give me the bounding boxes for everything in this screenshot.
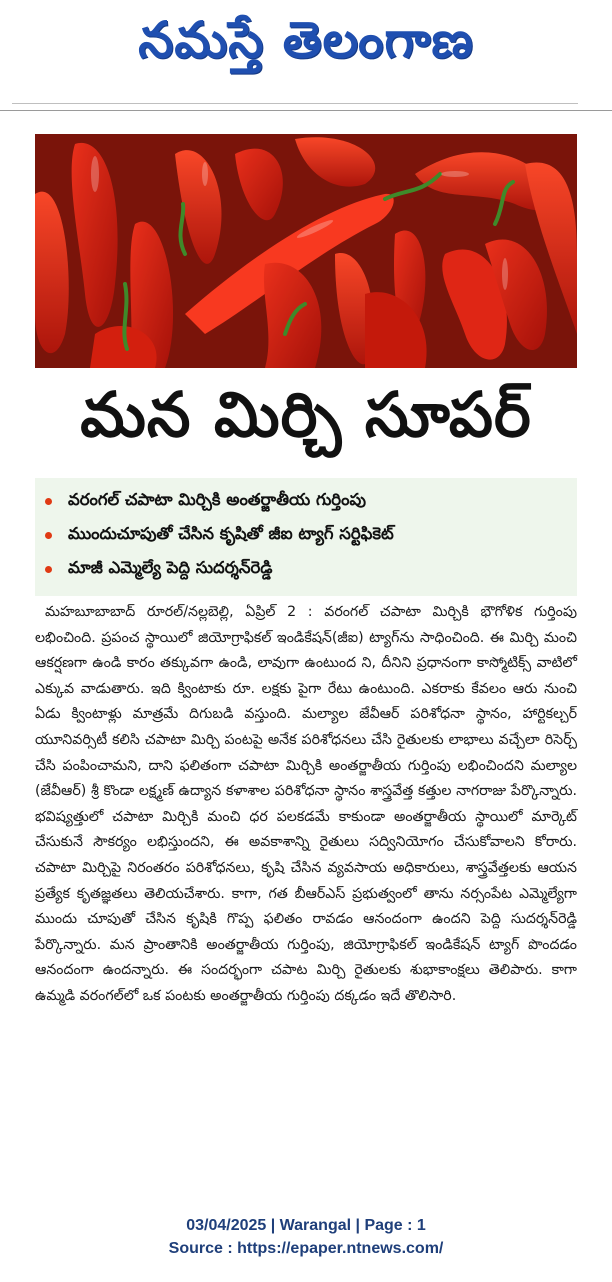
bullet-icon bbox=[45, 498, 52, 505]
page-footer bbox=[0, 1214, 612, 1260]
highlight-text: ముందుచూపుతో చేసిన కృషితో జీఐ ట్యాగ్ సర్టిఫికెట్ bbox=[68, 523, 394, 543]
bullet-icon bbox=[45, 532, 52, 539]
headline bbox=[35, 370, 577, 474]
highlight-text: వరంగల్ చపాటా మిర్చికి అంతర్జాతీయ గుర్తింపు bbox=[68, 489, 366, 509]
highlight-item bbox=[35, 484, 577, 518]
footer-source-link[interactable]: Source : https://epaper.ntnews.com/ bbox=[168, 1240, 444, 1257]
masthead bbox=[0, 0, 612, 92]
highlight-item bbox=[35, 518, 577, 552]
red-chillies-image bbox=[35, 134, 577, 368]
newspaper-logo: నమస్తే తెలంగాణ bbox=[138, 10, 474, 69]
bullet-icon bbox=[45, 566, 52, 573]
highlight-item bbox=[35, 552, 577, 586]
article-body: మహబూబాబాద్ రూరల్/నల్లబెల్లి, ఏప్రిల్ 2 : వరంగల్ చపాటా మిర్చికి భౌగోళిక గుర్తింపు లభించింది. ప్రపంచ స్థాయిలో జియోగ్రాఫికల్ ఇండికేషన్(జీఐ) ట్యాగ్‌ను సాధించింది. ఈ మిర్చి మంచి ఆకర్షణగా ఉండి కారం తక్కువగా ఉండి, లావుగా ఉంటుంద ని, దీనిని ప్రధానంగా కాస్మోటిక్స్ వాటిలో ఎక్కువ వాడుతారు. ఇది క్వింటాకు రూ. లక్షకు పైగా రేటు ఉంటుంది. ఎకరాకు కేవలం ఆరు నుంచి ఏడు క్వింటాళ్లు మాత్రమే దిగుబడి వస్తుంది. మల్యాల జేవీఆర్ పరిశోధనా స్థానం, హార్టికల్చర్ యూనివర్సిటీ కలిసి చపాటా మిర్చి పంటపై అనేక పరిశోధనలు చేసి రైతులకు లాభాలు వచ్చేలా రిసెర్చ్ చేసి పంపించామని, దాని ఫలితంగా చపాటా మిర్చికి అంతర్జాతీయ గుర్తింపు లభించిందని మల్యాల (జేవీఆర్) శ్రీ కొండా లక్ష్మణ్ ఉద్యాన కళాశాల పరిశోధనా స్థానం శాస్త్రవేత్త కత్తుల నాగరాజు పేర్కొన్నారు. భవిష్యత్తులో చపాటా మిర్చికి మంచి ధర పలకడమే కాకుండా అంతర్జాతీయ స్థాయిలో మార్కెట్ చేసుకునే సౌకర్యం లభిస్తుందని, ఈ అవకాశాన్ని రైతులు సద్వినియోగం చేసుకోవాలని కోరారు. చపాటా మిర్చిపై నిరంతరం పరిశోధనలు, కృషి చేసిన వ్యవసాయ అధికారులు, శాస్త్రవేత్తలకు ఆయన ప్రత్యేక కృతజ్ఞతలు తెలియచేశారు. కాగా, గత బీఆర్ఎస్ ప్రభుత్వంలో తాను నర్సంపేట ఎమ్మెల్యేగా ముందు చూపుతో చేసిన కృషికి గొప్ప ఫలితం రావడం ఆనందంగా ఉందని పెద్ది సుదర్శన్‌రెడ్డి పేర్కొన్నారు. మన ప్రాంతానికి అంతర్జాతీయ గుర్తింపు, జియోగ్రాఫికల్ ఇండికేషన్ ట్యాగ్ పొందడం ఆనందంగా ఉందన్నారు. ఈ సందర్భంగా చపాట మిర్చి రైతులకు శుభాకాంక్షలు తెలిపారు. కాగా ఉమ్మడి వరంగల్‌లో ఒక పంటకు అంతర్జాతీయ గుర్తింపు దక్కడం ఇదే తొలిసారి. bbox=[35, 604, 577, 1004]
footer-date-edition: 03/04/2025 | Warangal | Page : 1 bbox=[186, 1217, 426, 1234]
chilli-photo bbox=[35, 134, 577, 368]
headline-text: మన మిర్చి సూపర్ bbox=[80, 378, 532, 451]
highlight-text: మాజీ ఎమ్మెల్యే పెద్ది సుదర్శన్‌రెడ్డి bbox=[68, 557, 273, 577]
highlights-box bbox=[35, 478, 577, 596]
masthead-divider bbox=[12, 103, 578, 104]
masthead-divider-lower bbox=[0, 110, 612, 111]
